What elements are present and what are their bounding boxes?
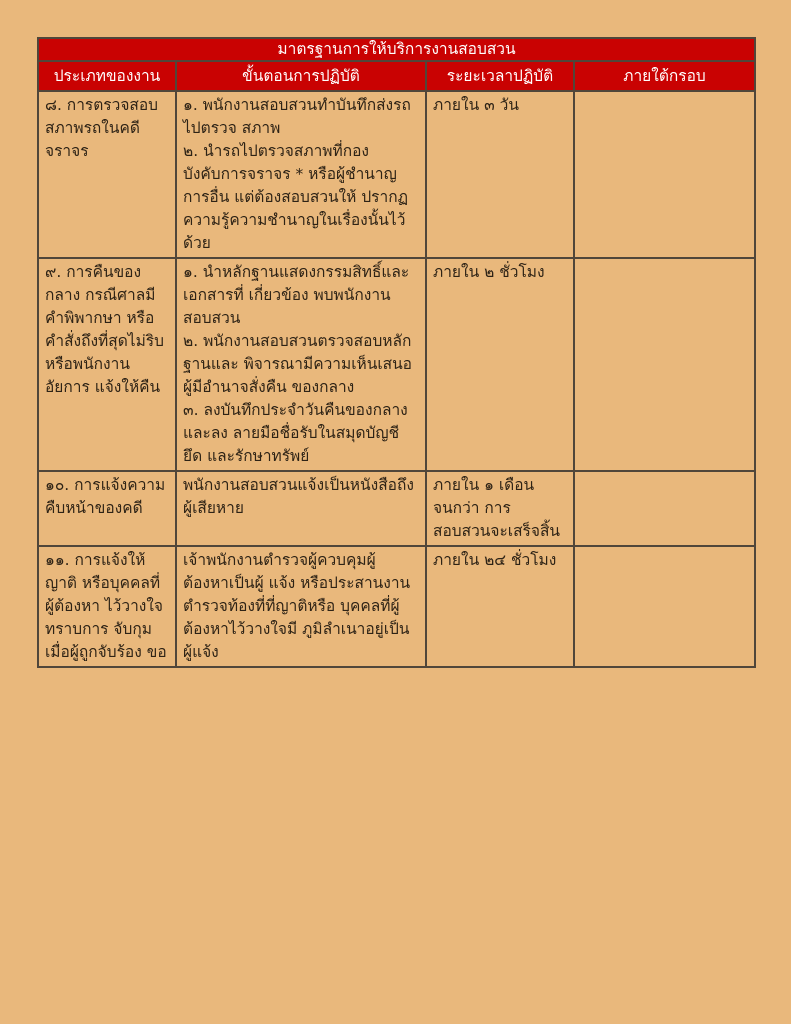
duration-text: ภายใน ๒๔ ชั่วโมง [433,551,557,569]
cell-procedure-steps [176,91,426,258]
step-text: ๑. พนักงานสอบสวนทำบันทึกส่งรถไปตรวจ สภาพ [183,96,411,137]
table-row [38,546,755,667]
table-row [38,471,755,546]
duration-text: ภายใน ๒ ชั่วโมง [433,263,545,281]
column-header-framework: ภายใต้กรอบ [574,61,755,91]
investigation-standards-table [37,37,756,668]
cell-work-type [38,258,176,471]
cell-procedure-steps [176,546,426,667]
cell-duration [426,471,574,546]
column-header-duration: ระยะเวลาปฏิบัติ [426,61,574,91]
table-title: มาตรฐานการให้บริการงานสอบสวน [38,38,755,61]
duration-text: ภายใน ๑ เดือน จนกว่า การสอบสวนจะเสร็จสิ้น [433,476,560,540]
cell-framework [574,546,755,667]
step-text: ๒. นำรถไปตรวจสภาพที่กองบังคับการจราจร * หรือผู้ชำนาญการอื่น แต่ต้องสอบสวนให้ ปรากฏความรู้ความชำนาญในเรื่องนั้นไว้ด้วย [183,142,408,252]
work-type-text: ๑๑. การแจ้งให้ญาติ หรือบุคคลที่ผู้ต้องหา ไว้วางใจทราบการ จับกุมเมื่อผู้ถูกจับร้อง ขอ [45,551,167,661]
table-row [38,258,755,471]
cell-work-type [38,471,176,546]
cell-work-type [38,91,176,258]
duration-text: ภายใน ๓ วัน [433,96,519,114]
step-text: ๑. นำหลักฐานแสดงกรรมสิทธิ์และเอกสารที่ เกี่ยวข้อง พบพนักงานสอบสวน [183,263,410,327]
step-text: ๒. พนักงานสอบสวนตรวจสอบหลักฐานและ พิจารณามีความเห็นเสนอผู้มีอำนาจสั่งคืน ของกลาง [183,332,412,396]
table-title-row [38,38,755,61]
column-header-procedure-steps: ขั้นตอนการปฏิบัติ [176,61,426,91]
cell-framework [574,258,755,471]
cell-framework [574,91,755,258]
work-type-text: ๙. การคืนของกลาง กรณีศาลมีคำพิพากษา หรือคำสั่งถึงที่สุดไม่ริบ หรือพนักงานอัยการ แจ้งให้คืน [45,263,164,396]
step-text: เจ้าพนักงานตำรวจผู้ควบคุมผู้ต้องหาเป็นผู้ แจ้ง หรือประสานงานตำรวจท้องที่ที่ญาติหรือ บุคคลที่ผู้ต้องหาไว้วางใจมี ภูมิลำเนาอยู่เป็นผู้แจ้ง [183,551,411,661]
cell-framework [574,471,755,546]
work-type-text: ๘. การตรวจสอบ สภาพรถในคดีจราจร [45,96,159,160]
cell-duration [426,546,574,667]
cell-duration [426,91,574,258]
step-text: พนักงานสอบสวนแจ้งเป็นหนังสือถึง ผู้เสียหาย [183,476,414,517]
cell-procedure-steps [176,471,426,546]
column-header-work-type: ประเภทของงาน [38,61,176,91]
table-row [38,91,755,258]
work-type-text: ๑๐. การแจ้งความ คืบหน้าของคดี [45,476,166,517]
cell-work-type [38,546,176,667]
cell-procedure-steps [176,258,426,471]
cell-duration [426,258,574,471]
table-header-row [38,61,755,91]
step-text: ๓. ลงบันทึกประจำวันคืนของกลางและลง ลายมือชื่อรับในสมุดบัญชียึด และรักษาทรัพย์ [183,401,408,465]
